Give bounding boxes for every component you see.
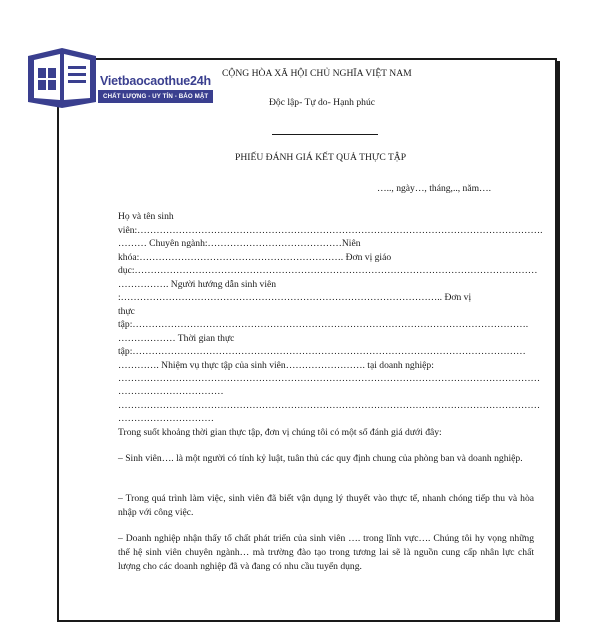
form-line: :……………………………………………………………………………………….. Đơn vị xyxy=(118,292,472,303)
national-title: CỘNG HÒA XÃ HỘI CHỦ NGHĨA VIỆT NAM xyxy=(222,68,412,79)
form-line: viên:………………………………………………………………………………………………………………. xyxy=(118,225,543,236)
form-line: tập:……………………………………………………………………………………………………………. xyxy=(118,319,529,330)
brand-logo xyxy=(22,46,222,108)
form-line: Trong suốt khoảng thời gian thực tập, đơn vị chúng tôi có một số đánh giá dưới đây: xyxy=(118,427,442,438)
form-line: ……… Chuyên ngành:……………………………………Niên xyxy=(118,238,361,249)
logo-name: Vietbaocaothue24h xyxy=(100,74,211,88)
form-title: PHIẾU ĐÁNH GIÁ KẾT QUẢ THỰC TẬP xyxy=(235,152,407,163)
evaluation-paragraph: – Sinh viên…. là một người có tính kỷ luật, tuân thủ các quy định chung của phòng ban và doanh nghiệp. xyxy=(118,453,523,464)
form-line: Họ và tên sinh xyxy=(118,211,174,222)
motto: Độc lập- Tự do- Hạnh phúc xyxy=(269,97,375,108)
divider xyxy=(272,134,378,135)
form-line: …………………………………………………………………………………………………………………… xyxy=(118,400,541,411)
form-line: khóa:………………………………………………………. Đơn vị giáo xyxy=(118,252,392,263)
form-line: …………………………… xyxy=(118,386,224,397)
form-line: thực xyxy=(118,306,135,317)
evaluation-paragraph: – Doanh nghiệp nhận thấy tố chất phát triển của sinh viên …. trong lĩnh vực…. Chúng tôi hy vọng những thế hệ sinh viên chuyên ngành… mà trường đào tạo trong tương lai sẽ là nguồn cung cấp nhân lực chất lượng cho các doanh nghiệp đã và đang có nhu cầu tuyển dụng. xyxy=(118,533,534,572)
form-line: …………………………………………………………………………………………………………………… xyxy=(118,373,541,384)
form-line: …………. Nhiệm vụ thực tập của sinh viên……………………. tại doanh nghiệp: xyxy=(118,360,434,371)
form-line: ……………… Thời gian thực xyxy=(118,333,235,344)
form-line: ……………. Người hướng dẫn sinh viên xyxy=(118,279,277,290)
form-line: dục:……………………………………………………………………………………………………………… xyxy=(118,265,538,276)
book-icon xyxy=(22,46,102,108)
form-line: tập:…………………………………………………………………………………………………………… xyxy=(118,346,526,357)
evaluation-paragraph: – Trong quá trình làm việc, sinh viên đã biết vận dụng lý thuyết vào thực tế, nhanh chóng tiếp thu và hòa nhập với công việc. xyxy=(118,493,534,518)
date-line: ….., ngày…, tháng,.., năm…. xyxy=(377,183,492,194)
form-line: ………………………… xyxy=(118,413,214,424)
logo-tagline: CHẤT LƯỢNG - UY TÍN - BẢO MẬT xyxy=(98,90,213,103)
